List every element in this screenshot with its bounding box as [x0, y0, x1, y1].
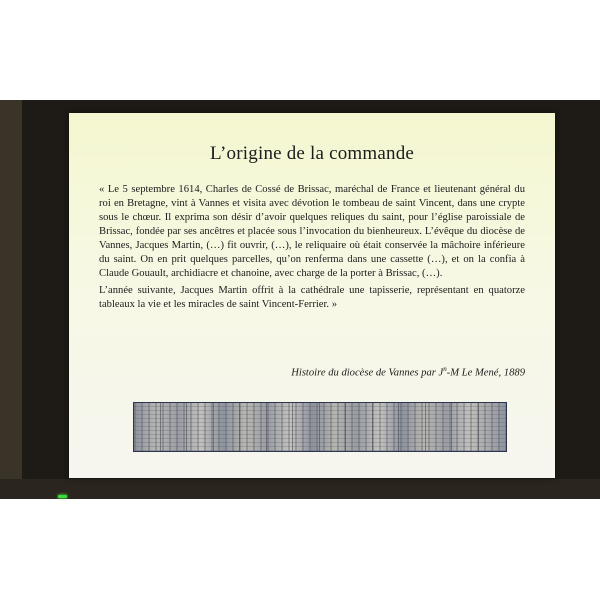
- monitor-bezel: [0, 100, 22, 499]
- monitor-bottom-bezel: [0, 479, 600, 499]
- power-led-icon: [58, 495, 67, 498]
- tapestry-panel-divider: [266, 403, 267, 451]
- quote-paragraph-2: L’année suivante, Jacques Martin offrit à la cathédrale une tapisserie, représentant en quatorze tableaux la vie et les miracles de saint Vincent-Ferrier. »: [99, 285, 525, 310]
- tapestry-panel-divider: [319, 403, 320, 451]
- citation: [291, 365, 525, 379]
- quote-paragraph-1: « Le 5 septembre 1614, Charles de Cossé de Brissac, maréchal de France et lieutenant général du roi en Bretagne, vint à Vannes et visita avec dévotion le tombeau de saint Vincent, dans une crypte sous le chœur. Il exprima son désir d’avoir quelques reliques du saint, pour l’église paroissiale de Brissac, fondée par ses ancêtres et placée sous l’invocation du bienheureux. L’évêque du diocèse de Vannes, Jacques Martin, (…) fit ouvrir, (…), le reliquaire où était conservée la mâchoire inférieure du saint. On en prit quelques parcelles, qu’on renferma dans une cassette (…), et on la confia à Claude Gouault, archidiacre et chanoine, avec charge de la porter à Brissac, (…).: [99, 184, 525, 279]
- tapestry-panel-divider: [213, 403, 214, 451]
- tapestry-panel-divider: [478, 403, 479, 451]
- tapestry-panel-divider: [160, 403, 161, 451]
- tapestry-panel-divider: [451, 403, 452, 451]
- tapestry-image: [133, 402, 507, 452]
- presentation-slide: [69, 113, 555, 478]
- slide-title: L’origine de la commande: [209, 143, 415, 164]
- tapestry-panel-divider: [345, 403, 346, 451]
- citation-text-end: -M Le Mené, 1889: [446, 367, 525, 379]
- tapestry-panel-divider: [372, 403, 373, 451]
- tapestry-panel-divider: [292, 403, 293, 451]
- tapestry-panel-divider: [425, 403, 426, 451]
- tapestry-panel-divider: [398, 403, 399, 451]
- tapestry-panel-divider: [239, 403, 240, 451]
- tapestry-panel-divider: [186, 403, 187, 451]
- citation-superscript: n: [443, 365, 447, 373]
- quote-block: [99, 183, 525, 315]
- citation-text: Histoire du diocèse de Vannes par J: [291, 367, 444, 379]
